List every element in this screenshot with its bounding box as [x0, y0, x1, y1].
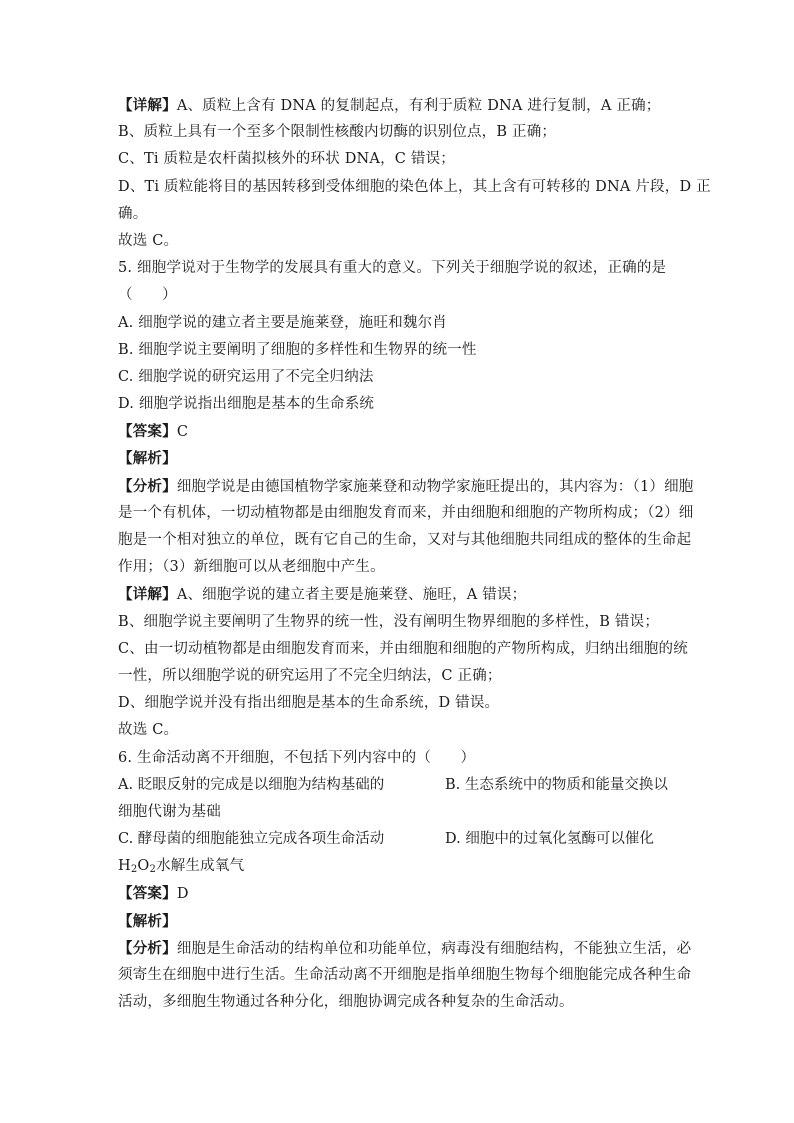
q5-fenxi-line2: 是一个有机体，一切动植物都是由细胞发育而来，并由细胞和细胞的产物所构成；（2）细 [118, 504, 694, 521]
q4-detail-d-line2: 确。 [118, 205, 148, 222]
q6-answer-label: 【答案】 [118, 885, 177, 903]
document-page [118, 92, 711, 1016]
q6-fenxi-line2: 须寄生在细胞中进行生活。生命活动离不开细胞是指单细胞生物每个细胞能完成各种生命 [118, 967, 692, 983]
q6-option-c: C. 酵母菌的细胞能独立完成各项生命活动 [118, 831, 385, 848]
q5-detail-b: B、细胞学说主要阐明了生物界的统一性，没有阐明生物界细胞的多样性，B 错误； [118, 613, 660, 630]
q5-option-d: D. 细胞学说指出细胞是基本的生命系统 [118, 396, 375, 413]
q6-fenxi-line1: 【分析】细胞是生命活动的结构单位和功能单位，病毒没有细胞结构，不能独立生活，必 [118, 939, 692, 957]
q6-options-row2 [118, 826, 678, 853]
q6-analysis-label: 【解析】 [118, 912, 177, 930]
q5-option-b: B. 细胞学说主要阐明了细胞的多样性和生物界的统一性 [118, 341, 477, 358]
q6-option-b: B. 生态系统中的物质和能量交换以 [445, 776, 668, 793]
q6-option-a: A. 眨眼反射的完成是以细胞为结构基础的 [118, 776, 385, 793]
q5-answer-label: 【答案】 [118, 423, 177, 441]
q5-detail-c-line2: 一性，所以细胞学说的研究运用了不完全归纳法，C 正确； [118, 667, 502, 684]
q5-answer [118, 418, 678, 445]
q6-answer [118, 880, 678, 907]
q5-fenxi-line1: 【分析】细胞学说是由德国植物学家施莱登和动物学家施旺提出的，其内容为：（1）细胞 [118, 477, 694, 495]
q5-fenxi-label: 【分析】 [118, 477, 177, 495]
q4-conclusion: 故选 C。 [118, 232, 179, 249]
q6-fenxi-line3: 活动，多细胞生物通过各种分化，细胞协调完成各种复杂的生命活动。 [118, 994, 574, 1011]
q5-stem-line2: （ ） [118, 287, 177, 304]
q5-fenxi-line4: 作用；（3）新细胞可以从老细胞中产生。 [118, 559, 385, 576]
q4-detail-c: C、Ti 质粒是农杆菌拟核外的环状 DNA，C 错误； [118, 151, 456, 168]
q6-options-row1 [118, 772, 678, 799]
q5-option-a: A. 细胞学说的建立者主要是施莱登，施旺和魏尔肖 [118, 314, 447, 331]
q5-detail-label: 【详解】 [118, 586, 177, 604]
q5-detail-c-line1: C、由一切动植物都是由细胞发育而来，并由细胞和细胞的产物所构成，归纳出细胞的统 [118, 640, 688, 657]
q5-analysis-label: 【解析】 [118, 450, 177, 468]
q4-detail-d-line1: D、Ti 质粒能将目的基因转移到受体细胞的染色体上，其上含有可转移的 DNA 片段，D 正 [118, 178, 711, 195]
q5-conclusion: 故选 C。 [118, 722, 179, 739]
q6-option-b-cont: 细胞代谢为基础 [118, 803, 221, 820]
q4-detail-b: B、质粒上具有一个至多个限制性核酸内切酶的识别位点，B 正确； [118, 124, 557, 141]
q5-detail-d: D、细胞学说并没有指出细胞是基本的生命系统，D 错误。 [118, 695, 500, 712]
q6-fenxi-label: 【分析】 [118, 939, 177, 957]
q6-stem: 6. 生命活动离不开细胞，不包括下列内容中的（ ） [118, 749, 476, 766]
q5-stem-line1: 5. 细胞学说对于生物学的发展具有重大的意义。下列关于细胞学说的叙述，正确的是 [118, 260, 667, 277]
q5-detail-a: 【详解】A、细胞学说的建立者主要是施莱登、施旺，A 错误； [118, 586, 527, 604]
q6-option-d: D. 细胞中的过氧化氢酶可以催化 [445, 831, 654, 848]
q6-option-d-cont: $H_2O_2$水解生成氧气 [118, 858, 245, 876]
q4-detail-a: 【详解】A、质粒上含有 DNA 的复制起点，有利于质粒 DNA 进行复制，A 正确； [118, 97, 661, 114]
q5-option-c: C. 细胞学说的研究运用了不完全归纳法 [118, 368, 374, 385]
q4-detail-label: 【详解】 [118, 97, 177, 114]
q6-answer-value: D [176, 886, 189, 903]
q5-fenxi-line3: 胞是一个相对独立的单位，既有它自己的生命，又对与其他细胞共同组成的整体的生命起 [118, 532, 692, 548]
q5-answer-value: C [176, 424, 189, 441]
